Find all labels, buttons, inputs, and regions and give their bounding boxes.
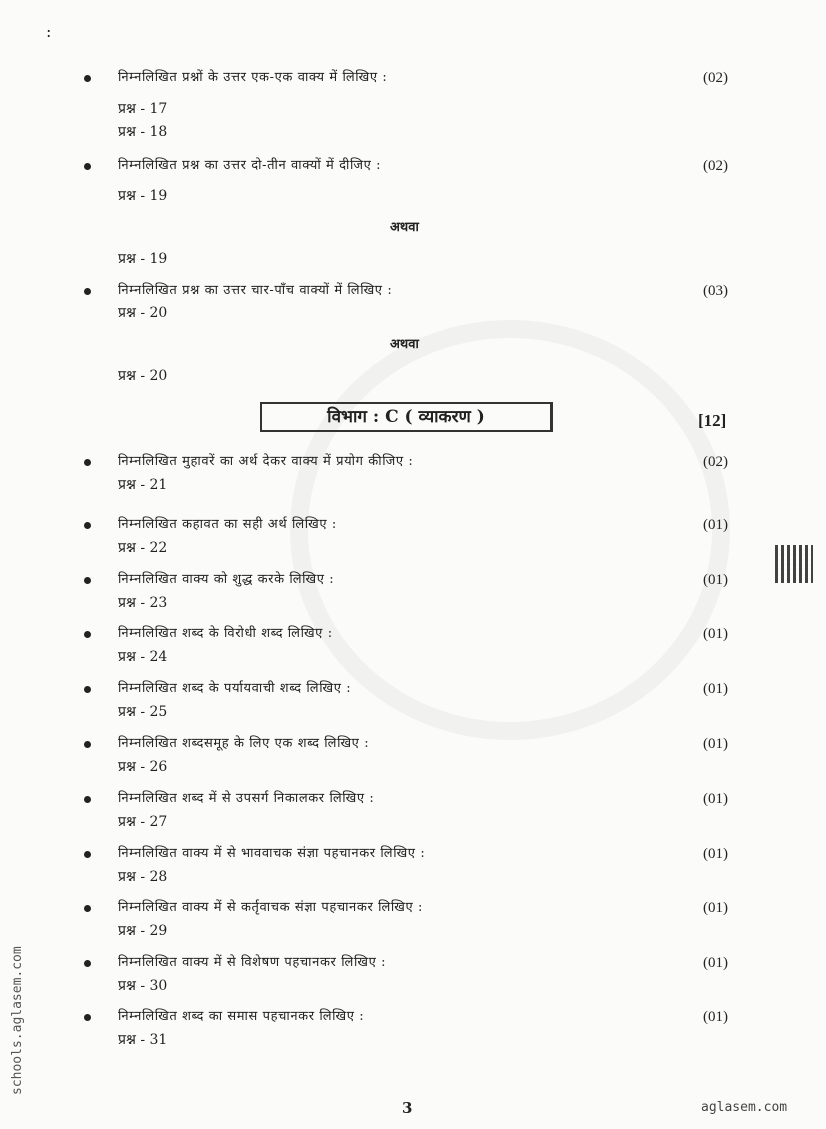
question-instruction: निम्नलिखित शब्द में से उपसर्ग निकालकर लिखिए : — [118, 791, 375, 806]
qr-code-icon — [775, 545, 813, 583]
question-number: प्रश्न - 18 — [118, 124, 168, 140]
question-number: प्रश्न - 20 — [118, 368, 168, 384]
bullet-icon — [84, 796, 91, 803]
bullet-icon — [84, 288, 91, 295]
marks: (02) — [703, 454, 728, 470]
question-number: प्रश्न - 20 — [118, 305, 168, 321]
bullet-icon — [84, 741, 91, 748]
bullet-icon — [84, 577, 91, 584]
question-number: प्रश्न - 29 — [118, 923, 168, 939]
question-number: प्रश्न - 25 — [118, 704, 168, 720]
bullet-icon — [84, 686, 91, 693]
question-number: प्रश्न - 21 — [118, 477, 168, 493]
question-number: प्रश्न - 27 — [118, 814, 168, 830]
marks: (01) — [703, 955, 728, 971]
question-number: प्रश्न - 17 — [118, 101, 168, 117]
question-instruction: निम्नलिखित कहावत का सही अर्थ लिखिए : — [118, 517, 337, 532]
marks: (03) — [703, 283, 728, 299]
question-instruction: निम्नलिखित वाक्य में से भाववाचक संज्ञा पहचानकर लिखिए : — [118, 846, 426, 861]
question-number: प्रश्न - 24 — [118, 649, 168, 665]
section-heading: विभाग : C ( व्याकरण ) — [260, 402, 553, 432]
question-instruction: निम्नलिखित शब्द का समास पहचानकर लिखिए : — [118, 1009, 365, 1024]
marks: (01) — [703, 900, 728, 916]
question-instruction: निम्नलिखित शब्द के विरोधी शब्द लिखिए : — [118, 626, 333, 641]
question-number: प्रश्न - 31 — [118, 1032, 168, 1048]
question-instruction: निम्नलिखित प्रश्नों के उत्तर एक-एक वाक्य में लिखिए : — [118, 70, 388, 85]
question-number: प्रश्न - 19 — [118, 251, 168, 267]
section-total-marks: [12] — [698, 411, 727, 430]
marks: (01) — [703, 846, 728, 862]
marks: (02) — [703, 158, 728, 174]
question-instruction: निम्नलिखित वाक्य में से विशेषण पहचानकर लिखिए : — [118, 955, 387, 970]
question-number: प्रश्न - 28 — [118, 869, 168, 885]
marks: (01) — [703, 791, 728, 807]
marks: (02) — [703, 70, 728, 86]
question-number: प्रश्न - 30 — [118, 978, 168, 994]
bullet-icon — [84, 75, 91, 82]
question-instruction: निम्नलिखित प्रश्न का उत्तर चार-पाँच वाक्यों में लिखिए : — [118, 283, 393, 298]
bullet-icon — [84, 960, 91, 967]
question-instruction: निम्नलिखित प्रश्न का उत्तर दो-तीन वाक्यों में दीजिए : — [118, 158, 382, 173]
question-number: प्रश्न - 19 — [118, 188, 168, 204]
page-number: 3 — [402, 1099, 413, 1117]
side-watermark-url: schools.aglasem.com — [10, 946, 25, 1095]
bullet-icon — [84, 851, 91, 858]
question-instruction: निम्नलिखित वाक्य को शुद्ध करके लिखिए : — [118, 572, 335, 587]
or-label: अथवा — [390, 337, 419, 352]
bullet-icon — [84, 459, 91, 466]
question-number: प्रश्न - 26 — [118, 759, 168, 775]
marks: (01) — [703, 572, 728, 588]
top-mark: : — [46, 22, 52, 41]
bullet-icon — [84, 522, 91, 529]
bullet-icon — [84, 905, 91, 912]
marks: (01) — [703, 626, 728, 642]
site-watermark: aglasem.com — [701, 1100, 788, 1115]
marks: (01) — [703, 517, 728, 533]
question-number: प्रश्न - 22 — [118, 540, 168, 556]
bullet-icon — [84, 163, 91, 170]
or-label: अथवा — [390, 220, 419, 235]
seal-watermark — [290, 320, 730, 740]
marks: (01) — [703, 736, 728, 752]
question-instruction: निम्नलिखित वाक्य में से कर्तृवाचक संज्ञा पहचानकर लिखिए : — [118, 900, 423, 915]
bullet-icon — [84, 631, 91, 638]
question-instruction: निम्नलिखित शब्द के पर्यायवाची शब्द लिखिए : — [118, 681, 352, 696]
question-instruction: निम्नलिखित शब्दसमूह के लिए एक शब्द लिखिए : — [118, 736, 370, 751]
bullet-icon — [84, 1014, 91, 1021]
question-number: प्रश्न - 23 — [118, 595, 168, 611]
marks: (01) — [703, 1009, 728, 1025]
question-instruction: निम्नलिखित मुहावरें का अर्थ देकर वाक्य में प्रयोग कीजिए : — [118, 454, 414, 469]
marks: (01) — [703, 681, 728, 697]
